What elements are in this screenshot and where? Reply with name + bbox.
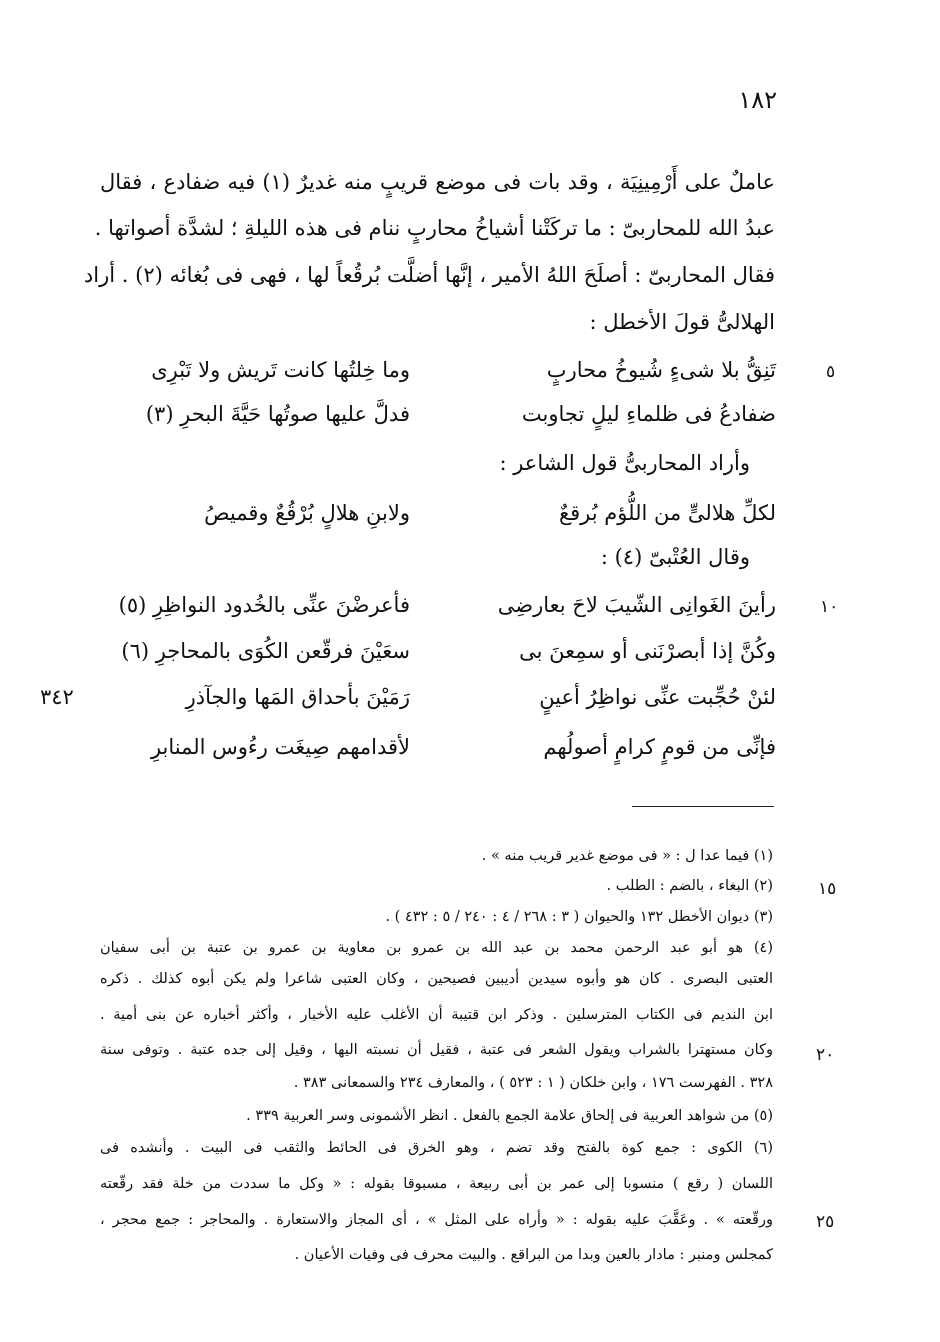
verse-first-hemistich: لكلِّ هلالىٍّ من اللُّؤم بُرقعٌ bbox=[558, 501, 776, 525]
footnote-line: وكان مستهترا بالشراب ويقول الشعر فى عتبة ، فقيل أن نسبته اليها ، وقيل إلى جده عتبة . وتوفى سنة bbox=[100, 1042, 773, 1058]
margin-page-reference: ٣٤٢ bbox=[40, 685, 74, 709]
prose-line-2: عبدُ الله للمحاربىّ : ما تركَتْنا أشياخُ محاربٍ ننام فى هذه الليلةِ ؛ لشدَّة أصواتها . bbox=[94, 216, 775, 240]
verse-second-hemistich: رَمَيْنَ بأحداق المَها والجآذرِ bbox=[185, 685, 410, 709]
verse-intro: وقال العُتْبىّ (٤) : bbox=[600, 545, 750, 569]
verse-intro: وأراد المحاربىُّ قول الشاعر : bbox=[499, 451, 750, 475]
verse-second-hemistich: فدلَّ عليها صوتُها حَيَّةَ البحرِ (٣) bbox=[145, 402, 410, 426]
footnote-line: (٤) هو أبو عبد الرحمن محمد بن عبد الله بن عمرو بن معاوية بن عمرو بن عتبة بن أبى سفيان bbox=[100, 940, 773, 956]
line-number: ١٠ bbox=[820, 597, 839, 617]
footnote-line: (٢) البغاء ، بالضم : الطلب . bbox=[606, 878, 773, 894]
verse-first-hemistich: ضفادعُ فى ظلماءِ ليلٍ تجاوبت bbox=[521, 402, 776, 426]
footnote-line: (٥) من شواهد العربية فى إلحاق علامة الجمع بالفعل . انظر الأشمونى وسر العربية ٣٣٩ . bbox=[246, 1108, 773, 1124]
page-number: ١٨٢ bbox=[738, 86, 777, 114]
line-number: ٢٠ bbox=[816, 1045, 835, 1065]
verse-second-hemistich: ولابنِ هلالٍ بُرْقُعٌ وقميصُ bbox=[204, 501, 410, 525]
verse-second-hemistich: سعَيْنَ فرقّعن الكُوَى بالمحاجرِ (٦) bbox=[121, 639, 410, 663]
footnote-line: (٦) الكوى : جمع كوة بالفتح وقد تضم ، وهو الخرق فى الحائط والثقب فى البيت . وأنشده فى bbox=[100, 1140, 773, 1156]
line-number: ١٥ bbox=[818, 879, 837, 899]
footnote-line: ٣٢٨ . الفهرست ١٧٦ ، وابن خلكان ( ١ : ٥٢٣ ) ، والمعارف ٢٣٤ والسمعانى ٣٨٣ . bbox=[293, 1075, 773, 1091]
footnote-line: كمجلس ومنبر : مادار بالعين وبدا من البراقع . والبيت محرف فى وفيات الأعيان . bbox=[294, 1247, 773, 1263]
prose-line-3: فقال المحاربىّ : أصلَحَ اللهُ الأمير ، إنَّها أضلَّت بُرقُعاً لها ، فهى فى بُغائه (٢) . أراد bbox=[83, 263, 775, 287]
verse-first-hemistich: رأينَ الغَوانِى الشّيبَ لاحَ بعارضِى bbox=[497, 593, 776, 617]
footnote-line: اللسان ( رقع ) منسوبا إلى عمر بن أبى ربيعة ، مسبوقا بقوله : « وكل ما سددت من خلة فقد رقّعته bbox=[100, 1176, 773, 1192]
footnote-line: (١) فيما عدا ل : « فى موضع غدير قريب منه » . bbox=[481, 848, 773, 864]
line-number: ٢٥ bbox=[816, 1212, 835, 1232]
verse-first-hemistich: وكُنَّ إذا أبصرْنَنى أو سمِعنَ بى bbox=[519, 639, 776, 663]
footnote-line: ابن النديم فى الكتاب المترسلين . وذكر ابن قتيبة أن الأغلب عليه الأخبار ، وأكثر أخباره عن بنى أمية . bbox=[100, 1007, 773, 1023]
footnote-line: العتبى البصرى . كان هو وأبوه سيدين أديبين فصيحين ، وكان العتبى شاعرا ولم يكن أبوه كذلك . ذكره bbox=[100, 971, 773, 987]
footnote-divider bbox=[632, 806, 774, 807]
prose-line-1: عاملٌ على أَرْمِينِيَة ، وقد بات فى موضع قريبٍ منه غديرٌ (١) فيه ضفادع ، فقال bbox=[100, 170, 776, 194]
footnote-line: (٣) ديوان الأخطل ١٣٢ والحيوان ( ٣ : ٢٦٨ / ٤ : ٢٤٠ / ٥ : ٤٣٢ ) . bbox=[385, 909, 773, 925]
verse-second-hemistich: وما خِلتُها كانت تَريش ولا تَبْرِى bbox=[151, 358, 410, 382]
footnote-line: ورقّعته » . وعَقَّبَ عليه بقوله : « وأراه على المثل » ، أى المجاز والاستعارة . والمحاجر : جمع محجر ، bbox=[100, 1212, 773, 1228]
verse-second-hemistich: لأقدامهم صِيغَت رءُوس المنابرِ bbox=[150, 735, 410, 759]
verse-first-hemistich: تَنِقُّ بلا شىءٍ شُيوخُ محاربٍ bbox=[546, 358, 776, 382]
line-number: ٥ bbox=[826, 362, 836, 382]
prose-line-4: الهلالىُّ قولَ الأخطل : bbox=[589, 310, 775, 334]
verse-first-hemistich: لئنْ حُجِّبت عنِّى نواظِرُ أعينٍ bbox=[539, 685, 776, 709]
verse-first-hemistich: فإنِّى من قومٍ كرامٍ أصولُهم bbox=[543, 735, 776, 759]
verse-second-hemistich: فأعرضْنَ عنِّى بالخُدود النواظِرِ (٥) bbox=[118, 593, 410, 617]
